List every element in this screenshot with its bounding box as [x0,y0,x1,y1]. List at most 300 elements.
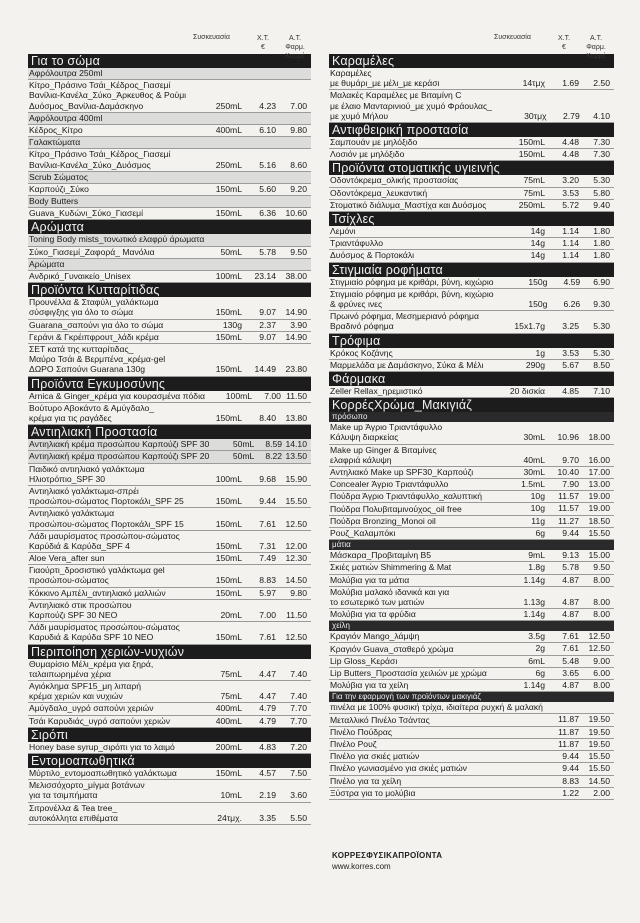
wholesale-price: 14.49 [254,364,276,375]
package-size: 14g [530,225,545,236]
header-package: Συσκευασία [193,34,230,41]
table-row [329,491,614,503]
description-line: Μαλακές Καραμέλες με Βιταμίνη C [330,90,462,101]
header-package: Συσκευασία [494,34,531,41]
retail-price: 2.50 [593,78,610,89]
wholesale-price: 3.35 [259,812,276,823]
product-description [29,80,186,111]
wholesale-price: 3.20 [562,175,579,186]
retail-price: 9.80 [290,587,307,598]
description-line: Σύκο_Γιασεμί_Ζαφορά_ Μανόλια [29,246,155,257]
description-line: Κόκκινο Αμπέλι_αντιηλιακό μαλλιών [29,587,166,598]
wholesale-price: 5.48 [562,655,579,666]
retail-price: 8.00 [593,596,610,607]
description-line: Ανδρικό_Γυναικείο_Unisex [29,271,131,282]
package-size: 1.14g [523,680,545,691]
product-description [29,344,186,375]
retail-price: 1.80 [593,238,610,249]
description-line: για τα τσιμπήματα [29,790,98,801]
retail-price: 38.00 [285,271,307,282]
description-line: Γιαούρτι_δροσιστικό γαλάκτωμα gel [29,565,165,576]
description-line: Λάδι μαυρίσματος προσώπου-σώματος [29,622,180,633]
table-row [329,289,614,311]
description-line: Μολύβια μαλακό ιδανικά και για [330,586,450,597]
wholesale-price: 1.69 [562,78,579,89]
retail-price: 1.80 [593,250,610,261]
retail-price: 23.80 [285,364,307,375]
table-row [28,531,311,553]
wholesale-price: 7.00 [259,610,276,621]
wholesale-price: 7.61 [562,643,579,654]
table-row [329,68,614,90]
product-description [29,137,186,147]
table-row [329,550,614,562]
package-size: 14g [530,250,545,261]
description-line: πινέλα με 100% φυσική τρίχα, ιδιαίτερα ρυχκή & μαλακή [330,702,543,713]
retail-price: 12.50 [588,643,610,654]
retail-price: 1.80 [593,225,610,236]
section-title: Για το σώμα [28,54,311,68]
package-size: 14τμχ [522,78,545,89]
retail-price: 14.50 [285,575,307,586]
description-line: Κίτρο_Πράσινο Τσάι_Κέδρος_Γιασεμί [29,149,171,160]
package-size: 30mL [523,466,545,477]
product-description [29,259,186,269]
table-row [28,768,311,780]
retail-price: 7.70 [290,703,307,714]
section-title: Φάρμακα [329,372,614,386]
wholesale-price: 4.48 [562,149,579,160]
package-size: 11g [531,515,545,526]
package-size: 400mL [215,124,242,135]
wholesale-price: 9.44 [562,763,579,774]
table-row [28,622,311,644]
description-line: Μελισσόχορτο_μίγμα βοτάνων [29,780,145,791]
wholesale-price: 4.87 [562,596,579,607]
product-description [29,622,186,642]
wholesale-price: 6.26 [563,298,581,309]
product-description [330,250,489,260]
description-line: με θυμάρι_με μέλι_με κεράσι [330,78,440,89]
description-line: Τσάι Καρυδιάς_υγρό σαπούνι χεριών [29,715,170,726]
table-row [28,271,311,283]
retail-price: 7.70 [290,715,307,726]
product-description [330,739,489,749]
wholesale-price: 4.85 [562,385,579,396]
product-description [330,226,489,236]
package-size: 15x1.7g [514,321,545,332]
package-size: 30mL [523,432,545,443]
table-row [329,656,614,668]
table-row [329,751,614,763]
retail-price: 18.00 [588,432,610,443]
wholesale-price: 7.31 [259,540,276,551]
retail-price: 7.50 [290,767,307,778]
table-row [28,439,311,451]
description-line: Οδοντόκρεμα_λευκαντική [330,187,428,198]
retail-price: 6.00 [593,667,610,678]
description-line: Προυνέλλα & Σταφύλι_γαλάκτωμα [29,297,159,308]
product-description [330,776,489,786]
description-line: προσώπου-σώματος Πορτοκάλι_SPF 15 [29,518,184,529]
description-line: Λεμόνι [330,225,356,236]
wholesale-price: 11.27 [558,515,579,526]
table-row [28,125,311,137]
retail-price: 9.20 [290,183,307,194]
wholesale-price: 1.14 [562,250,579,261]
description-line: Μολύβια για τα φρύδια [330,609,416,620]
wholesale-price: 5.67 [562,359,579,370]
table-row [329,422,614,444]
table-row [28,259,311,271]
description-line: Arnica & Ginger_κρέμα για κουρασμένα πόδια [29,390,205,401]
description-line: Honey base syrup_σιρόπι για το λαιμό [29,741,175,752]
product-description [330,609,489,619]
product-description [330,751,489,761]
product-description [29,208,186,218]
retail-price: 2.00 [593,787,610,798]
package-size: 150mL [215,364,242,375]
table-row [28,297,311,319]
wholesale-price: 8.59 [265,439,283,450]
table-row [28,391,311,403]
retail-price: 6.90 [593,276,610,287]
product-description [29,768,186,778]
product-description [330,727,489,737]
wholesale-price: 4.23 [259,100,277,111]
section-title: Αντιηλιακή Προστασία [28,425,311,439]
table-row [329,587,614,609]
product-description [330,311,489,331]
retail-price: 15.50 [588,527,610,538]
description-line: Αρώματα [29,258,65,269]
package-size: 150mL [215,632,242,643]
retail-price: 19.50 [588,714,610,725]
package-size: 150mL [518,136,545,147]
right-column [329,30,614,800]
wholesale-price: 6.10 [259,124,276,135]
description-line: Body Butters [29,196,79,207]
description-line: Scrub Σώματος [29,171,88,182]
package-size: 20 δισκία [509,385,545,396]
description-line: ταλαιπωρημένα χέρια [29,668,112,679]
description-line: Αφρόλουτρα 400ml [29,112,103,123]
product-description [330,360,489,370]
wholesale-price: 4.87 [562,609,579,620]
description-line: Πινέλο γωνιασμένο για σκιές ματιών [330,763,467,774]
wholesale-price: 7.00 [264,390,281,401]
table-row [28,320,311,332]
product-description [29,588,186,598]
product-description [330,188,489,198]
product-description [330,491,489,501]
wholesale-price: 10.40 [557,466,579,477]
wholesale-price: 9.70 [562,454,579,465]
description-line: Μύρτιλο_εντομοαπωθητικό γαλάκτωμα [29,768,177,778]
wholesale-price: 8.22 [265,451,283,462]
description-line: Αντιηλιακή κρέμα προσώπου Καρπούζι SPF 20 [29,451,210,462]
description-line: ΔΩΡΟ Σαπούνι Guarana 130g [29,364,146,375]
left-column [28,30,311,825]
table-row [329,90,614,123]
package-size: 250mL [215,159,242,170]
description-line: Πινέλο για τα χείλη [330,775,402,786]
package-size: 200mL [215,741,242,752]
table-row [329,238,614,250]
retail-price: 14.90 [285,307,307,318]
product-description [29,196,186,206]
product-description [330,644,489,654]
section-title: Περιποίηση χεριών-νυχιών [28,645,311,659]
table-row [28,184,311,196]
description-line: Καραμέλες [330,68,372,78]
description-line: Make up Άγριο Τριαντάφυλλο [330,422,443,433]
retail-price: 14.90 [285,331,307,342]
retail-price: 11.50 [286,610,307,621]
package-size: 6g [535,527,545,538]
package-size: 150g [528,298,548,309]
package-size: 150mL [215,183,242,194]
section-title: Προϊόντα στοματικής υγιεινής [329,161,614,175]
product-description [330,528,489,538]
package-size: 40mL [523,454,545,465]
product-description [29,172,186,182]
description-line: Guarana_σαπούνι για όλο το σώμα [29,319,164,330]
package-size: 20mL [220,610,242,621]
retail-price: 7.10 [593,385,610,396]
retail-price: 7.30 [593,136,610,147]
package-size: 150mL [215,208,242,219]
description-line: προσώπου-σώματος Πορτοκάλι_SPF 25 [29,496,184,507]
table-row [28,588,311,600]
retail-price: 15.50 [588,751,610,762]
table-row [28,703,311,715]
description-line: Καρπούζι SPF 30 NEO [29,610,118,621]
description-line: Καρυδιά & Καρύδα SPF 10 NEO [29,632,154,643]
description-line: Κραγιόν Guava_σταθερό χρώμα [330,643,454,654]
description-line: Μεταλλικό Πινέλο Τσάντας [330,714,430,725]
wholesale-price: 1.14 [562,225,579,236]
wholesale-price: 9.07 [259,307,276,318]
description-line: Στοματικό διάλυμα_Μαστίχα και Δυόσμος [330,199,487,210]
package-size: 1.13g [523,596,545,607]
description-line: Μολύβια για τα χείλη [330,680,409,691]
retail-price: 9.80 [290,124,307,135]
table-row [28,172,311,184]
retail-price: 17.00 [588,466,610,477]
description-line: Αντιηλιακό γαλάκτωμα [29,508,115,519]
retail-price: 19.00 [588,503,610,514]
product-description [330,668,489,678]
wholesale-price: 11.57 [558,491,579,502]
wholesale-price: 9.44 [259,496,276,507]
header-wholesale-price: Χ.Τ. € [557,35,571,51]
description-line: Βανίλια-Κανέλα_Σύκο_Δυόσμος [29,159,151,170]
wholesale-price: 7.49 [259,553,276,564]
wholesale-price: 4.48 [562,136,579,147]
product-description [29,247,186,257]
product-description [29,271,186,281]
description-line: Βανίλια-Κανέλα_Σύκο_Άρκευθος & Ρούμι [29,90,187,101]
left-column-header [28,30,311,60]
table-row [329,528,614,540]
product-description [29,508,186,528]
description-line: κρέμα για τις ραγάδες [29,413,112,423]
product-description [29,703,186,713]
table-row [28,659,311,681]
table-row [28,600,311,622]
wholesale-price: 1.22 [562,787,579,798]
retail-price: 12.50 [285,632,307,643]
package-size: 75mL [523,187,545,198]
description-line: Πινέλο Ρουζ [330,738,377,749]
product-description [330,68,489,88]
retail-price: 3.60 [290,790,307,801]
wholesale-price: 11.87 [558,714,579,725]
product-description [29,553,186,563]
package-size: 75mL [220,691,242,702]
product-description [330,445,489,465]
section-title: ΚορρέςΧρώμα_Μακιγιάζ [329,398,614,412]
header-retail-price: Α.Τ. Φαρμ. Κορρέ [285,35,305,60]
product-description [330,788,489,798]
wholesale-price: 1.14 [562,238,579,249]
product-description [29,332,186,342]
table-row [28,803,311,825]
retail-price: 3.90 [290,319,307,330]
wholesale-price: 7.61 [259,518,276,529]
product-description [29,486,186,506]
retail-price: 15.50 [588,763,610,774]
product-description [330,702,543,712]
package-size: 9mL [528,550,545,561]
table-row [329,467,614,479]
description-line: Μαρμελάδα με Δαμάσκηνο, Σύκα & Μέλι [330,359,484,370]
retail-price: 19.50 [588,726,610,737]
product-description [29,125,186,135]
package-size: 150mL [215,412,242,423]
table-row [329,727,614,739]
wholesale-price: 8.83 [259,575,276,586]
retail-price: 11.50 [286,390,308,401]
wholesale-price: 7.90 [562,479,579,490]
package-size: 150mL [518,149,545,160]
table-row [28,742,311,754]
product-description [29,297,186,317]
description-line: με χυμό Μήλου [330,110,389,121]
section-title: Σιρόπι [28,728,311,742]
retail-price: 8.50 [593,359,610,370]
description-line: Μαύρο Τσάι & Βερμπένα_κρέμα-gel [29,354,166,365]
description-line: Αντιηλιακό γαλάκτωμα-σπρέι [29,485,139,496]
product-description [29,659,186,679]
wholesale-price: 4.57 [259,767,276,778]
table-row [329,643,614,655]
retail-price: 5.30 [593,347,610,358]
table-row [28,565,311,587]
package-size: 50mL [220,246,242,257]
wholesale-price: 5.16 [259,159,276,170]
product-description [330,238,489,248]
product-description [29,68,186,78]
package-size: 1.14g [523,609,545,620]
table-row [28,486,311,508]
retail-price: 10.60 [285,208,307,219]
package-size: 290g [525,359,545,370]
product-description [330,575,489,585]
table-row [28,113,311,125]
retail-price: 13.80 [285,412,307,423]
product-description [330,680,489,690]
retail-price: 18.50 [588,515,610,526]
section-title: Προϊόντα Κυτταρίτιδας [28,283,311,297]
wholesale-price: 9.44 [562,527,579,538]
product-description [330,137,489,147]
description-line: αυτοκόλλητα επιθέματα [29,812,118,823]
wholesale-price: 7.61 [259,632,276,643]
product-description [29,681,186,701]
description-line: ελαφριά κάλυψη [330,454,392,465]
description-line: Concealer Άγριο Τριαντάφυλλο [330,479,449,490]
wholesale-price: 9.13 [562,550,579,561]
retail-price: 14.50 [588,775,610,786]
wholesale-price: 8.40 [259,412,276,423]
product-description [330,562,489,572]
section-title: Καραμέλες [329,54,614,68]
table-row [329,503,614,515]
product-description [330,289,494,309]
package-size: 1.14g [523,574,545,585]
wholesale-price: 5.72 [562,199,579,210]
product-description [29,780,186,800]
footer [332,851,442,871]
wholesale-price: 23.14 [254,271,276,282]
package-size: 6g [535,667,545,678]
description-line: Σκιές ματιών Shimmering & Mat [330,562,452,573]
wholesale-price: 4.79 [259,715,276,726]
retail-price: 5.50 [290,812,307,823]
description-line: Στιγμιαίο ρόφημα με κριθάρι, βύνη, κιχώριο [330,288,494,299]
wholesale-price: 5.78 [562,562,579,573]
table-row [329,631,614,643]
wholesale-price: 5.78 [259,246,276,257]
wholesale-price: 3.25 [562,321,579,332]
product-description [330,90,492,121]
table-row [329,776,614,788]
table-row [329,562,614,574]
section-title: Τρόφιμα [329,334,614,348]
package-size: 100mL [225,390,253,401]
table-row [28,344,311,377]
package-size: 50mL [232,439,255,450]
website-link[interactable]: www.korres.com [332,862,391,871]
description-line: Πινέλο για σκιές ματιών [330,751,420,762]
table-row [28,196,311,208]
package-size: 24τμχ. [217,812,242,823]
product-description [29,716,186,726]
wholesale-price: 4.47 [259,668,276,679]
package-size: 1g [535,347,545,358]
package-size: 75mL [523,175,545,186]
retail-price: 8.00 [593,574,610,585]
description-line: Πούδρα Bronzing_Monoi oil [330,515,436,526]
table-row [28,208,311,220]
product-description [29,391,205,401]
table-row [329,609,614,621]
wholesale-price: 8.83 [562,775,579,786]
retail-price: 9.40 [593,199,610,210]
table-row [329,175,614,187]
